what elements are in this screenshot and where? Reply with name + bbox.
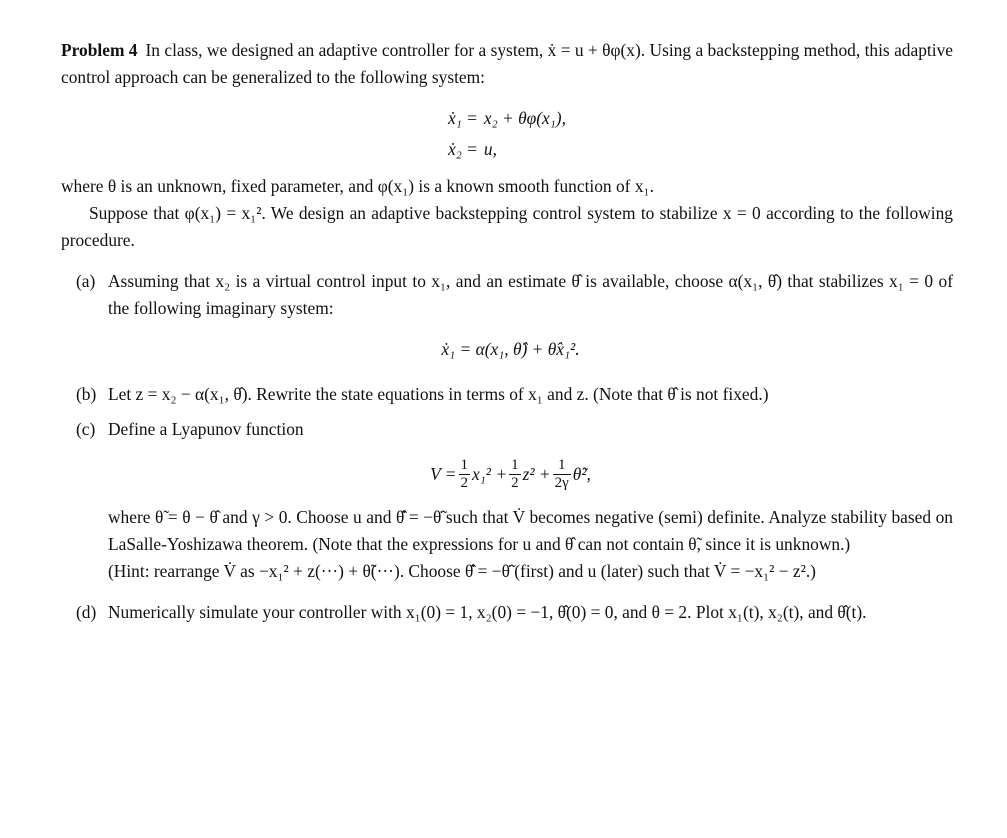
system-eq1-rhs: x₂ + θφ(x₁), (483, 108, 566, 128)
problem-intro-text: In class, we designed an adaptive controller for a system, ẋ = u + θφ(x). Using a backstepping method, this adaptive control approach can be generalized to the following system: (61, 40, 953, 87)
part-d (61, 599, 953, 626)
lyapunov-equation (68, 457, 953, 492)
part-b-label: (b) (76, 384, 97, 404)
lyap-frac-2-den: 2 (511, 475, 519, 491)
lyap-frac-2-num: 1 (511, 457, 519, 473)
lyap-frac-3-num: 1 (553, 457, 571, 475)
lyap-frac-3-den: 2γ (554, 475, 569, 491)
part-a-label: (a) (76, 271, 96, 291)
part-b (61, 381, 953, 408)
problem-label: Problem 4 (61, 40, 138, 60)
part-c-text: Define a Lyapunov function (108, 419, 304, 439)
lyap-term-2: z² + (522, 464, 551, 484)
part-a-equation: ẋ₁ = α(x₁, θ̂) + θ̂x₁². (441, 339, 580, 359)
part-c-hint: (Hint: rearrange V̇ as −x₁² + z(···) + θ̃(···). Choose θ̂̇ = −θ̃̇ (first) and u (later) such that V̇ = −x₁² − z².) (108, 561, 816, 581)
system-eq2-lhs: ẋ₂ = (448, 139, 478, 159)
system-eq1-lhs: ẋ₁ = (448, 108, 478, 128)
lyap-term-3: θ̃², (572, 464, 591, 484)
suppose-text: Suppose that φ(x₁) = x₁². We design an adaptive backstepping control system to stabilize x = 0 according to the following procedure. (61, 203, 953, 250)
lyap-frac-2 (509, 457, 521, 492)
part-d-label: (d) (76, 602, 97, 622)
problem-page (61, 37, 953, 626)
part-a-text: Assuming that x₂ is a virtual control input to x₁, and an estimate θ̂ is available, choose α(x₁, θ̂) that stabilizes x₁ = 0 of the following imaginary system: (108, 271, 953, 318)
part-d-text: Numerically simulate your controller with x₁(0) = 1, x₂(0) = −1, θ̂(0) = 0, and θ = 2. Plot x₁(t), x₂(t), and θ̂(t). (108, 602, 867, 622)
part-c-where: where θ̃ = θ − θ̂ and γ > 0. Choose u and θ̂̇ = −θ̃̇ such that V̇ becomes negative (semi) definite. Analyze stability based on LaSalle-Yoshizawa theorem. (Note that the expressions for u and θ̂ can not contain θ̃, since it is unknown.) (108, 507, 953, 554)
part-c (61, 416, 953, 585)
problem-intro (61, 37, 953, 91)
lyap-frac-1-den: 2 (460, 475, 468, 491)
lyap-frac-1-num: 1 (460, 457, 468, 473)
part-a (61, 268, 953, 373)
lyap-frac-1 (459, 457, 471, 492)
part-b-text: Let z = x₂ − α(x₁, θ̂). Rewrite the state equations in terms of x₁ and z. (Note that θ̂ is not fixed.) (108, 384, 769, 404)
system-equations (61, 105, 953, 163)
lyap-frac-3 (553, 457, 571, 492)
part-c-label: (c) (76, 419, 96, 439)
lyap-term-1: x₁² + (472, 464, 508, 484)
after-system-text: where θ is an unknown, fixed parameter, and φ(x₁) is a known smooth function of x₁. (61, 176, 654, 196)
system-eq2-rhs: u, (483, 139, 497, 159)
lyap-v: V = (430, 464, 457, 484)
